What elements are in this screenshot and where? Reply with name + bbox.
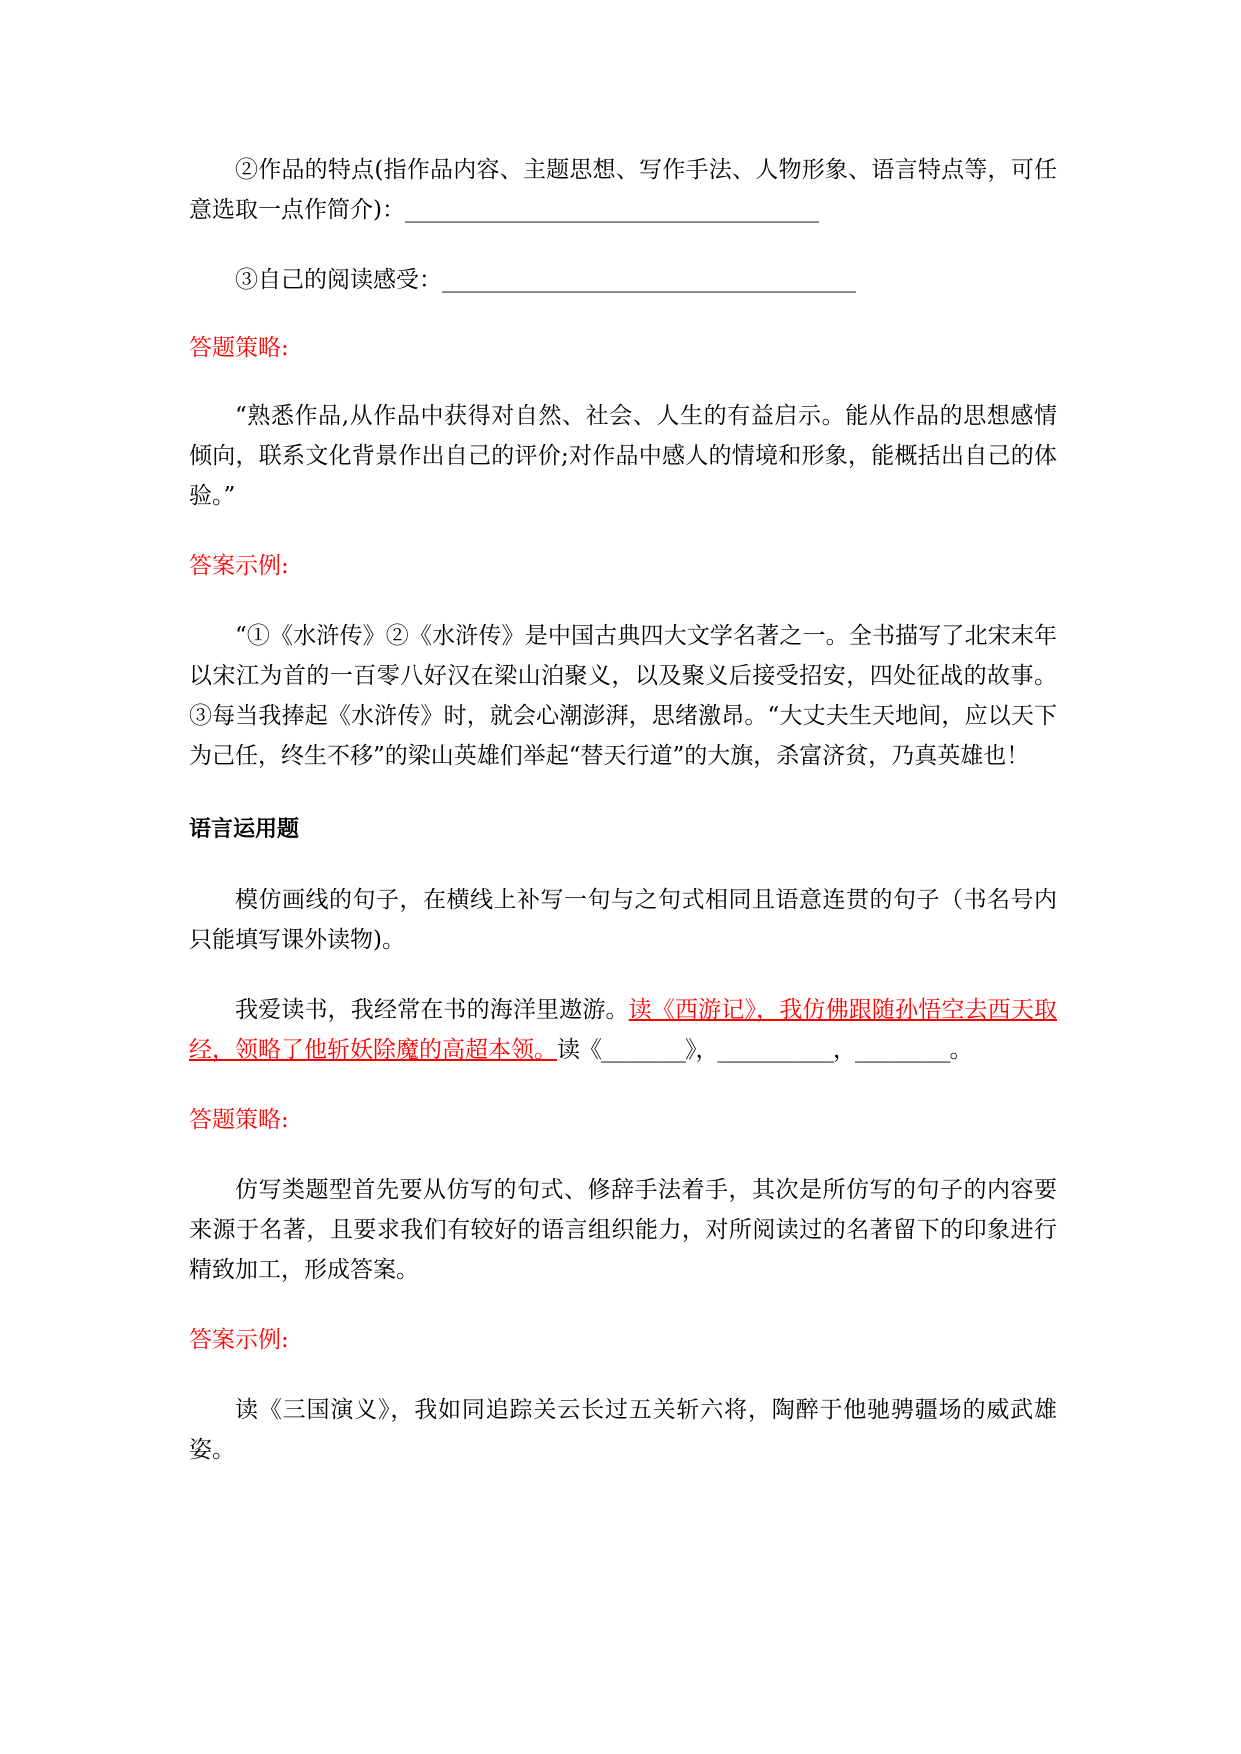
underlined-model-sentence: 读《西游记》，我仿佛跟随孙悟空去西天取经，领略了他斩妖除魔的高超本领。 (189, 997, 1058, 1063)
answer-blanks: 读《________》，___________，_________。 (557, 1037, 972, 1063)
document-page (189, 150, 1057, 1470)
question-item-3: ③自己的阅读感受：____________________________________ (235, 267, 856, 293)
example-text-2: 读《三国演义》，我如同追踪关云长过五关斩六将，陶醉于他驰骋疆场的威武雄姿。 (189, 1397, 1057, 1463)
example-text: “①《水浒传》②《水浒传》是中国古典四大文学名著之一。全书描写了北宋末年以宋江为首的一百零八好汉在梁山泊聚义，以及聚义后接受招安，四处征战的故事。③每当我捧起《水浒传》时，就会心潮澎湃，思绪激昂。“大丈夫生天地间，应以天下为己任，终生不移”的梁山英雄们举起“替天行道”的大旗，杀富济贫，乃真英雄也！ (189, 623, 1057, 769)
sentence-intro: 我爱读书，我经常在书的海洋里遨游。 (235, 997, 629, 1023)
section-heading: 语言运用题 (189, 817, 300, 842)
strategy-label: 答题策略: (189, 335, 289, 361)
task-instruction: 模仿画线的句子，在横线上补写一句与之句式相同且语意连贯的句子（书名号内只能填写课外读物)。 (189, 887, 1057, 953)
example-label: 答案示例: (189, 553, 289, 579)
strategy-label-2: 答题策略: (189, 1107, 289, 1133)
imitation-sentence (189, 990, 1057, 1070)
strategy-text-2: 仿写类题型首先要从仿写的句式、修辞手法着手，其次是所仿写的句子的内容要来源于名著，且要求我们有较好的语言组织能力，对所阅读过的名著留下的印象进行精致加工，形成答案。 (189, 1177, 1057, 1283)
strategy-text: “熟悉作品,从作品中获得对自然、社会、人生的有益启示。能从作品的思想感情倾向，联系文化背景作出自己的评价;对作品中感人的情境和形象，能概括出自己的体验。” (189, 403, 1057, 509)
question-item-2: ②作品的特点(指作品内容、主题思想、写作手法、人物形象、语言特点等，可任意选取一点作简介)：____________________________________ (189, 157, 1057, 223)
example-label-2: 答案示例: (189, 1327, 289, 1353)
